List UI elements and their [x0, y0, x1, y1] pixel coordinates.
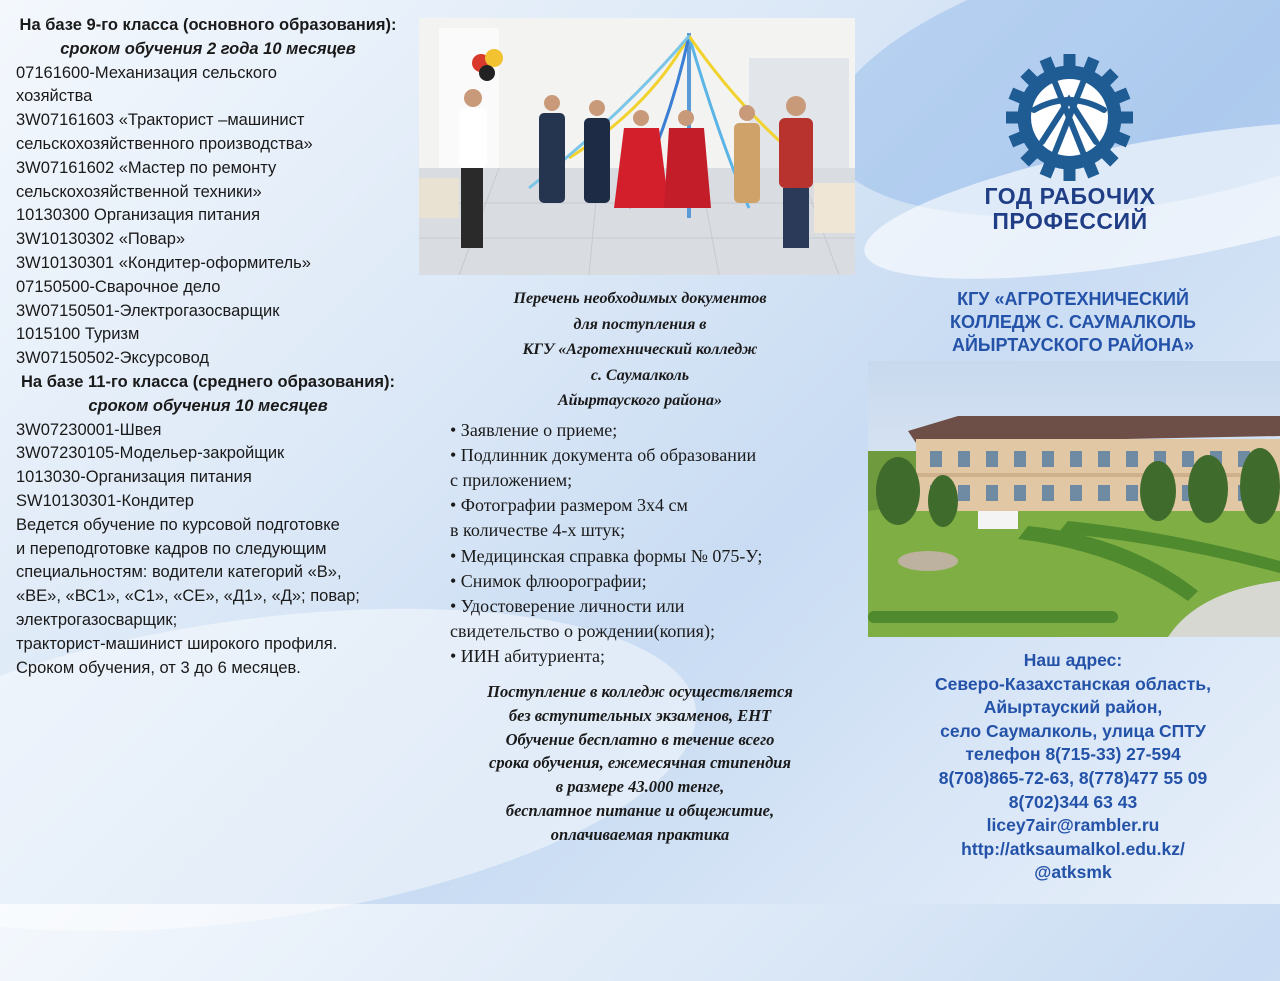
specialty-item: 3W07161603 «Тракторист –машинист [16, 111, 305, 130]
address-line: Северо-Казахстанская область, [935, 673, 1211, 694]
gear-tooth [1064, 165, 1076, 181]
gear-tooth [1064, 54, 1076, 70]
address-line: http://atksaumalkol.edu.kz/ [961, 838, 1185, 859]
document-item: с приложением; [450, 469, 573, 490]
documents-title-line: Перечень необходимых документов [513, 290, 767, 307]
grade9-heading-text: На базе 9-го класса (основного образования): [19, 16, 397, 34]
specialty-item: 3W07150502-Эксурсовод [16, 349, 210, 368]
courses-line: тракторист-машинист широкого профиля. [16, 634, 338, 653]
address-line: Айыртауский район, [983, 697, 1163, 718]
admission-line: Обучение бесплатно в течение всего [505, 729, 775, 749]
documents-title-line: Айыртауского района» [557, 392, 723, 409]
documents-title [450, 286, 830, 414]
specialty-item: 3W10130301 «Кондитер-оформитель» [16, 253, 311, 272]
year-of-professions-title [960, 184, 1180, 234]
admission-line: бесплатное питание и общежитие, [505, 800, 775, 820]
specialty-item: сельскохозяйственного производства» [16, 134, 313, 153]
college-name-line: АЙЫРТАУСКОГО РАЙОНА» [951, 335, 1195, 355]
address-line: 8(702)344 63 43 [1008, 791, 1138, 812]
specialty-item: 07150500-Сварочное дело [16, 277, 221, 296]
address-line: licey7air@rambler.ru [986, 815, 1160, 836]
year-title-line: ПРОФЕССИЙ [992, 208, 1148, 234]
admission-line: Поступление в колледж осуществляется [487, 682, 793, 701]
documents-title-line: для поступления в [573, 315, 707, 333]
specialty-item: 1015100 Туризм [16, 325, 140, 344]
college-name-line: КОЛЛЕДЖ С. САУМАЛКОЛЬ [950, 312, 1196, 332]
specialty-item: 1013030-Организация питания [16, 468, 252, 487]
specialty-item: 3W07230001-Швея [16, 420, 162, 439]
grade9-duration: сроком обучения 2 года 10 месяцев [60, 39, 356, 58]
specialties-column [16, 14, 400, 680]
students-celebration-photo [419, 18, 855, 275]
grade9-heading [16, 14, 400, 62]
gear-tooth [1117, 112, 1133, 124]
courses-line: и переподготовке кадров по следующим [16, 539, 327, 558]
courses-line: специальностям: водители категорий «В», [16, 563, 342, 582]
document-item: • Заявление о приеме; [450, 419, 618, 440]
admission-line: срока обучения, ежемесячная стипендия [489, 753, 791, 773]
document-item: • Подлинник документа об образовании [450, 444, 757, 465]
document-item: • Фотографии размером 3х4 см [450, 495, 688, 516]
courses-line: Сроком обучения, от 3 до 6 месяцев. [16, 658, 301, 677]
address-line: село Саумалколь, улица СПТУ [940, 720, 1206, 741]
documents-section [450, 286, 830, 670]
specialty-item: 3W07230105-Модельер-закройщик [16, 444, 285, 463]
college-name [880, 288, 1266, 357]
grade11-heading [16, 371, 400, 419]
contact-address [880, 649, 1266, 885]
address-line: Наш адрес: [1023, 650, 1123, 670]
year-of-working-professions-logo [1002, 50, 1137, 185]
specialty-item: 3W07150501-Электрогазосварщик [16, 301, 280, 320]
specialty-item: 07161600-Механизация сельского [16, 63, 277, 82]
admission-info [440, 680, 840, 847]
admission-line: оплачиваемая практика [550, 824, 730, 844]
grade11-duration: сроком обучения 10 месяцев [88, 396, 328, 415]
specialty-item: сельскохозяйственной техники» [16, 182, 262, 201]
document-item: • ИИН абитуриента; [450, 646, 606, 667]
document-item: • Медицинская справка формы № 075-У; [450, 545, 763, 566]
college-building-photo [868, 361, 1280, 637]
admission-line: без вступительных экзаменов, ЕНТ [508, 705, 772, 725]
documents-list [450, 418, 830, 670]
document-item: в количестве 4-х штук; [450, 520, 626, 541]
document-item: • Снимок флюорографии; [450, 570, 647, 591]
year-title-line: ГОД РАБОЧИХ [984, 183, 1156, 209]
grade11-specialty-list [16, 419, 400, 514]
address-line: телефон 8(715-33) 27-594 [965, 744, 1181, 765]
address-line: @atksmk [1034, 862, 1112, 883]
gear-tooth [1006, 112, 1022, 124]
grade11-heading-text: На базе 11-го класса (среднего образования): [21, 372, 395, 391]
specialty-item: 10130300 Организация питания [16, 206, 261, 225]
document-item: • Удостоверение личности или [450, 595, 685, 616]
courses-line: электрогазосварщик; [16, 610, 178, 629]
specialty-item: SW10130301-Кондитер [16, 491, 194, 510]
address-line: 8(708)865-72-63, 8(778)477 55 09 [938, 767, 1208, 788]
document-item: свидетельство о рождении(копия); [450, 621, 715, 642]
grade9-specialty-list [16, 62, 400, 371]
specialty-item: 3W10130302 «Повар» [16, 230, 186, 249]
admission-line: в размере 43.000 тенге, [555, 777, 725, 797]
courses-paragraph [16, 514, 400, 681]
specialty-item: хозяйства [16, 87, 93, 106]
courses-line: Ведется обучение по курсовой подготовке [16, 515, 340, 534]
documents-title-line: КГУ «Агротехнический колледж [522, 341, 758, 358]
specialty-item: 3W07161602 «Мастер по ремонту [16, 158, 277, 177]
courses-line: «ВЕ», «ВС1», «С1», «СЕ», «Д1», «Д»; повар; [16, 587, 360, 606]
documents-title-line: с. Саумалколь [590, 366, 690, 384]
college-name-line: КГУ «АГРОТЕХНИЧЕСКИЙ [957, 289, 1189, 309]
